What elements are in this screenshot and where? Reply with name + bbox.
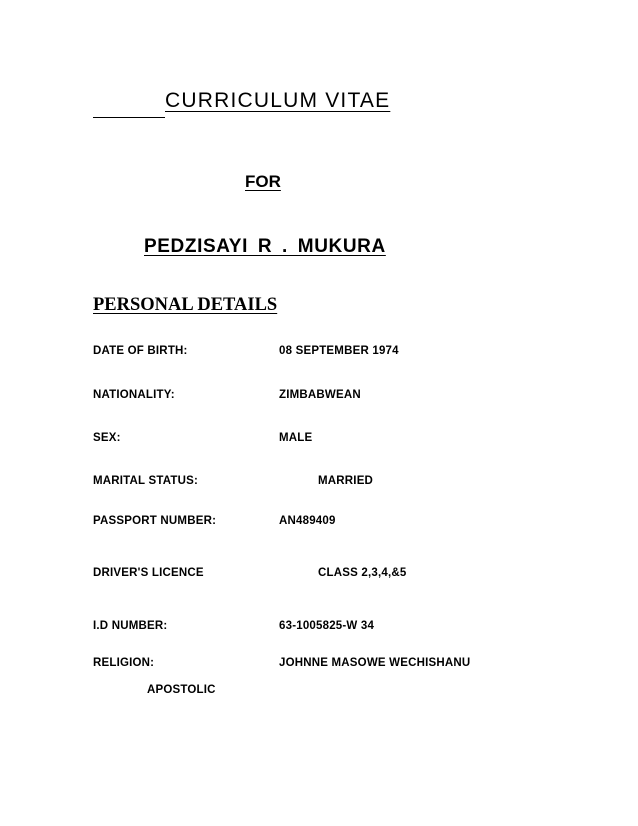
passport-number-label: PASSPORT NUMBER: — [93, 515, 217, 527]
religion-label: RELIGION: — [93, 657, 155, 669]
religion-value-continuation: APOSTOLIC — [147, 684, 216, 696]
sex-value: MALE — [279, 432, 313, 444]
section-heading-personal-details: PERSONAL DETAILS — [93, 295, 278, 315]
date-of-birth-value: 08 SEPTEMBER 1974 — [279, 345, 399, 357]
id-number-value: 63-1005825-W 34 — [279, 620, 375, 632]
date-of-birth-label: DATE OF BIRTH: — [93, 345, 188, 357]
candidate-name: PEDZISAYI R . MUKURA — [144, 236, 386, 257]
document-title: CURRICULUM VITAE — [165, 89, 391, 112]
religion-value: JOHNNE MASOWE WECHISHANU — [279, 657, 471, 669]
nationality-label: NATIONALITY: — [93, 389, 175, 401]
drivers-licence-value: CLASS 2,3,4,&5 — [318, 567, 407, 579]
marital-status-value: MARRIED — [318, 475, 374, 487]
sex-label: SEX: — [93, 432, 121, 444]
for-label: FOR — [245, 172, 281, 191]
drivers-licence-label: DRIVER'S LICENCE — [93, 567, 204, 579]
nationality-value: ZIMBABWEAN — [279, 389, 361, 401]
id-number-label: I.D NUMBER: — [93, 620, 168, 632]
passport-number-value: AN489409 — [279, 515, 336, 527]
title-leading-rule — [93, 117, 165, 118]
marital-status-label: MARITAL STATUS: — [93, 475, 198, 487]
